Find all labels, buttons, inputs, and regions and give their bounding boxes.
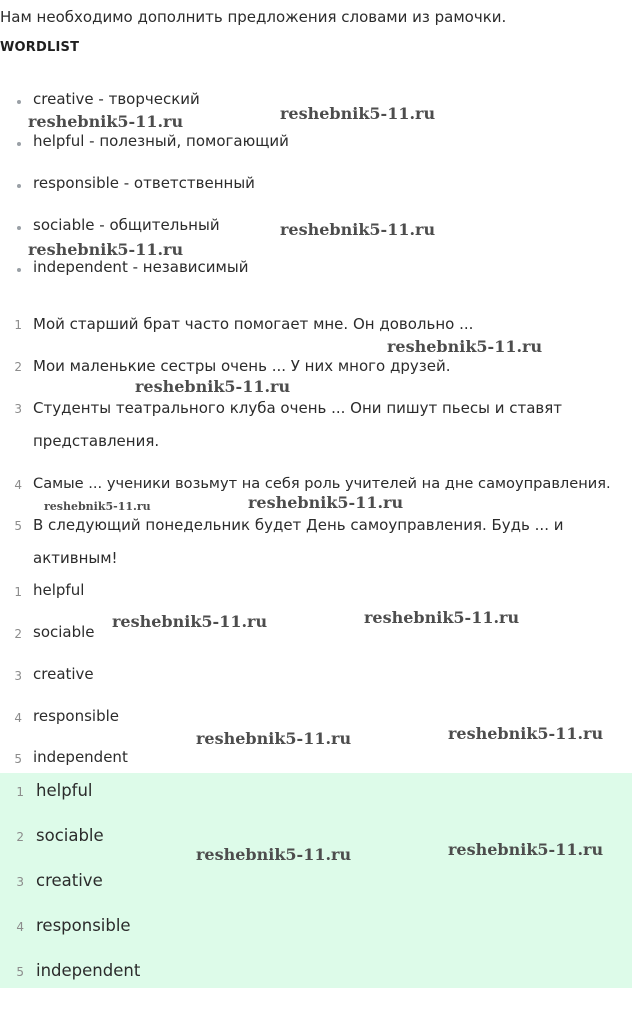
- sentence-number: 3: [14, 402, 22, 416]
- sentence-text: Мой старший брат часто помогает мне. Он довольно ...: [33, 315, 474, 333]
- answer-number: 3: [16, 875, 24, 889]
- answer-number: 4: [14, 711, 22, 725]
- sentence-text-continued: активным!: [33, 549, 118, 567]
- bullet-icon: [17, 142, 21, 146]
- answer-text: creative: [33, 665, 94, 683]
- watermark: reshebnik5-11.ru: [44, 500, 151, 513]
- answer-number: 3: [14, 669, 22, 683]
- wordlist-item: responsible - ответственный: [33, 174, 255, 192]
- wordlist-heading: WORDLIST: [0, 40, 80, 55]
- watermark: reshebnik5-11.ru: [387, 337, 543, 356]
- bullet-icon: [17, 184, 21, 188]
- watermark: reshebnik5-11.ru: [112, 612, 268, 631]
- answer-text: helpful: [33, 581, 85, 599]
- answer-number: 1: [14, 585, 22, 599]
- answer-text: independent: [36, 961, 141, 980]
- answer-text: responsible: [36, 916, 131, 935]
- answer-text: responsible: [33, 707, 119, 725]
- answer-number: 2: [16, 830, 24, 844]
- sentence-number: 2: [14, 360, 22, 374]
- bullet-icon: [17, 268, 21, 272]
- sentence-number: 4: [14, 478, 22, 492]
- answer-number: 5: [14, 752, 22, 766]
- sentence-number: 5: [14, 519, 22, 533]
- answer-text: sociable: [33, 623, 95, 641]
- sentence-text: Студенты театрального клуба очень ... Они пишут пьесы и ставят: [33, 399, 563, 417]
- watermark: reshebnik5-11.ru: [135, 377, 291, 396]
- answer-number: 4: [16, 920, 24, 934]
- answer-text: creative: [36, 871, 103, 890]
- sentence-text: Самые ... ученики возьмут на себя роль учителей на дне самоуправления.: [33, 475, 611, 492]
- answer-highlight-panel: [0, 773, 632, 988]
- watermark: reshebnik5-11.ru: [196, 845, 352, 864]
- wordlist-item: helpful - полезный, помогающий: [33, 132, 289, 150]
- answer-text: helpful: [36, 781, 93, 800]
- watermark: reshebnik5-11.ru: [448, 840, 604, 859]
- bullet-icon: [17, 226, 21, 230]
- instruction-text: Нам необходимо дополнить предложения словами из рамочки.: [0, 8, 507, 26]
- watermark: reshebnik5-11.ru: [448, 724, 604, 743]
- watermark: reshebnik5-11.ru: [248, 493, 404, 512]
- watermark: reshebnik5-11.ru: [196, 729, 352, 748]
- wordlist-item: independent - независимый: [33, 258, 249, 276]
- answer-number: 5: [16, 965, 24, 979]
- sentence-text: В следующий понедельник будет День самоуправления. Будь ... и: [33, 516, 564, 534]
- watermark: reshebnik5-11.ru: [364, 608, 520, 627]
- answer-text: sociable: [36, 826, 104, 845]
- sentence-number: 1: [14, 318, 22, 332]
- answer-number: 1: [16, 785, 24, 799]
- answer-text: independent: [33, 748, 128, 766]
- sentence-text-continued: представления.: [33, 432, 160, 450]
- wordlist-item: sociable - общительный: [33, 216, 220, 234]
- sentence-text: Мои маленькие сестры очень ... У них много друзей.: [33, 357, 451, 375]
- bullet-icon: [17, 100, 21, 104]
- watermark: reshebnik5-11.ru: [28, 112, 184, 131]
- wordlist-item: creative - творческий: [33, 90, 200, 108]
- watermark: reshebnik5-11.ru: [280, 104, 436, 123]
- watermark: reshebnik5-11.ru: [280, 220, 436, 239]
- watermark: reshebnik5-11.ru: [28, 240, 184, 259]
- answer-number: 2: [14, 627, 22, 641]
